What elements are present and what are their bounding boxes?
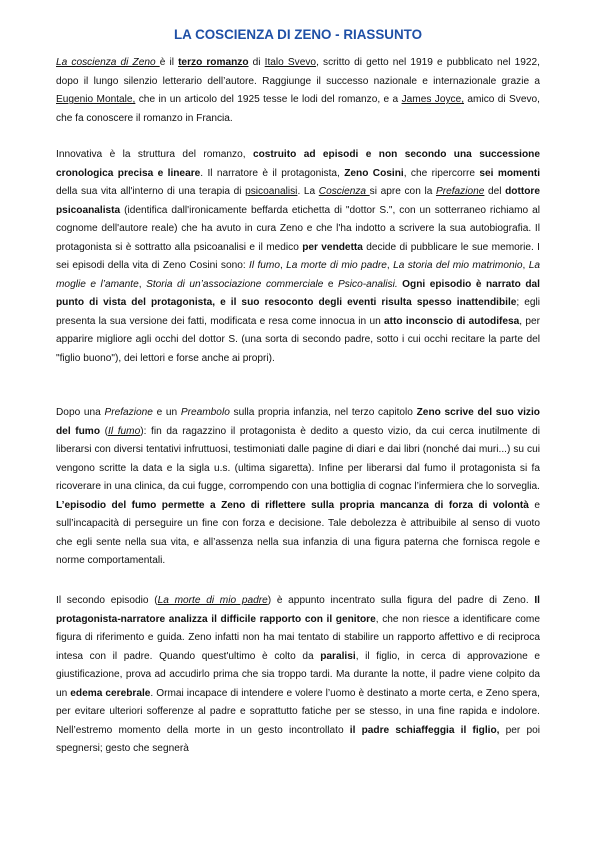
formatted-text-run: Prefazione <box>435 186 485 198</box>
formatted-text-run: La morte di mio padre <box>157 595 268 606</box>
text-run: , che ripercorre <box>403 167 480 179</box>
text-run: ; egli presenta la sua versione dei fatti, modificata e resa come innocua in un <box>56 297 540 327</box>
formatted-text-run: Storia di un’associazione commerciale <box>146 278 324 290</box>
text-run: è il <box>159 57 179 68</box>
paragraph-introduction <box>56 54 540 128</box>
text-run: . Ormai incapace di intendere e volere l’uomo è destinato a morte certa, e Zeno spera, per evitare ulteriori sofferenze al padre e soprattutto fatiche per se stesso, in una fine rapida e indolore. Nell’estremo momento della morte in un gesto incontrollato <box>56 687 540 736</box>
paragraph-il-fumo <box>56 404 540 571</box>
text-run: ( <box>100 425 108 437</box>
formatted-text-run: dottore psicoanalista <box>56 186 540 216</box>
formatted-text-run: edema cerebrale <box>70 687 151 699</box>
text-run: . Il narratore è il protagonista, <box>200 167 345 179</box>
paragraph-morte-del-padre <box>56 592 540 759</box>
text-run: per poi spegnersi; gesto che segnerà <box>56 724 540 755</box>
formatted-text-run: Psico-analisi. <box>337 278 398 290</box>
formatted-text-run: terzo romanzo <box>178 57 249 68</box>
text-run: , che non riesce a identificare come figura di riferimento e guida. Zeno infatti non ha mai tentato di stabilire un rapporto affettivo e di reciproca intesa con il padre. Quando quest'ultimo è colto da <box>56 613 540 662</box>
formatted-text-run: L’episodio del fumo permette a Zeno di riflettere sulla propria mancanza di forza di volontà <box>56 499 529 511</box>
text-run: si apre con la <box>369 186 436 198</box>
text-run: , il figlio, in cerca di approvazione e giustificazione, prova ad accudirlo prima che sia troppo tardi. Ma durante la notte, il padre viene colpito da un <box>56 650 540 699</box>
text-run: sulla propria infanzia, nel terzo capitolo <box>229 407 417 418</box>
text-run: che in un articolo del 1925 tesse le lodi del romanzo, e a <box>135 94 402 106</box>
formatted-text-run: Zeno Cosini <box>344 167 404 179</box>
formatted-text-run: Italo Svevo <box>264 57 317 68</box>
text-run: e <box>323 278 338 290</box>
text-run: . La <box>297 186 319 198</box>
text-run: , <box>522 260 529 272</box>
formatted-text-run: Coscienza <box>318 186 370 198</box>
text-run: , per apparire migliore agli occhi del dottor S. (una sorta di secondo padre, sotto i cui occhi recitare la parte del "figlio buono"), dei lettori e forse anche ai propri). <box>56 315 541 365</box>
text-run: decide di pubblicare le sue memorie. I sei episodi della vita di Zeno Cosini sono: <box>56 241 540 272</box>
formatted-text-run: James Joyce, <box>401 94 465 106</box>
text-run: della sua vita all'interno di una terapia di <box>56 186 246 198</box>
formatted-text-run: La coscienza di Zeno <box>56 57 160 68</box>
formatted-text-run: La storia del mio matrimonio <box>393 260 523 272</box>
formatted-text-run: Preambolo <box>180 407 230 418</box>
formatted-text-run: il padre schiaffeggia il figlio, <box>349 724 500 736</box>
text-run: ): fin da ragazzino il protagonista è dedito a questo vizio, da cui cerca inutilmente di liberarsi con diversi tentativi infruttuosi, testimoniati dalle pagine di diari e dai libri (nonché dai muri...) su cui vengono scritte la data e la sigla u.s. (ultima sigaretta). Infine per liberarsi dal fumo il protagonista si fa ricoverare in una clinica, da cui fugge, corrompendo con una bottiglia di cognac l’infermiera che lo sorveglia. <box>56 425 540 493</box>
formatted-text-run: Il fumo <box>249 260 280 272</box>
formatted-text-run: La morte di mio padre <box>286 260 387 272</box>
text-run: Dopo una <box>56 407 105 418</box>
formatted-text-run: atto inconscio di autodifesa <box>383 315 520 327</box>
formatted-text-run: Eugenio Montale, <box>56 94 136 106</box>
formatted-text-run: sei momenti <box>479 167 541 179</box>
text-run: , <box>279 260 287 272</box>
paragraph-structure <box>56 146 540 369</box>
text-run: Innovativa è la struttura del romanzo, <box>56 149 253 160</box>
formatted-text-run: psicoanalisi <box>245 186 298 198</box>
text-run: e un <box>152 407 181 418</box>
text-run: , <box>386 260 394 272</box>
formatted-text-run: Zeno scrive del suo vizio del fumo <box>56 407 540 437</box>
text-run: , scritto di getto nel 1919 e pubblicato nel 1922, dopo il lungo silenzio letterario dell’autore. Raggiunge il successo nazionale e internazionale grazie a <box>56 57 540 87</box>
text-run: amico di Svevo, che fa conoscere il romanzo in Francia. <box>56 94 540 124</box>
formatted-text-run: costruito ad episodi e non secondo una successione cronologica precisa e lineare <box>56 149 540 179</box>
text-run: di <box>248 57 265 68</box>
formatted-text-run: Ogni episodio è narrato dal punto di vista del protagonista, e il suo resoconto degli eventi risulta spesso inattendibile <box>56 278 540 309</box>
text-run: , <box>138 278 147 290</box>
text-run: ) è appunto incentrato sulla figura del padre di Zeno. <box>267 595 535 606</box>
formatted-text-run: per vendetta <box>302 241 363 253</box>
formatted-text-run: Prefazione <box>104 407 153 418</box>
formatted-text-run: Il protagonista-narratore analizza il difficile rapporto con il genitore <box>56 595 540 625</box>
formatted-text-run: paralisi <box>320 650 356 662</box>
document-title: LA COSCIENZA DI ZENO - RIASSUNTO <box>174 27 422 42</box>
formatted-text-run: Il fumo <box>108 425 141 437</box>
formatted-text-run: La moglie e l’amante <box>56 260 540 290</box>
text-run: (identifica dall'ironicamente beffarda etichetta di "dottor S.", con un sotterraneo richiamo al cognome dell'autore reale) che ha avuto in cura Zeno e che l'ha indotto a scrivere la sua autobiografia. Il protagonista si è sottratto alla psicoanalisi e il medico <box>56 204 540 253</box>
text-run: del <box>484 186 506 198</box>
text-run: Il secondo episodio ( <box>56 595 158 606</box>
text-run: e sull’incapacità di perseguire un fine con forza e decisione. Tale debolezza è attribuibile al senso di vuoto che egli sente nella sua vita, e all’assenza nella sua infanzia di una figura paterna che fornisca regole e norme comportamentali. <box>56 499 541 567</box>
